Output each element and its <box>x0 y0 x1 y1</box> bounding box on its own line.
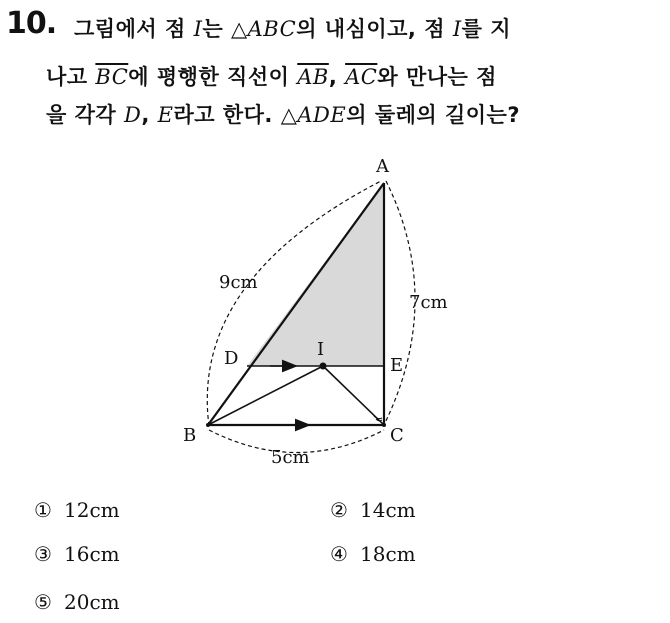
label-e: E <box>390 355 404 376</box>
choice-marker: ③ <box>34 542 52 566</box>
choice-marker: ④ <box>330 542 348 566</box>
point-i <box>320 363 327 370</box>
math-variable: ADE <box>297 103 347 127</box>
label-b: B <box>183 425 197 446</box>
question-text: 그림에서 점 <box>74 17 194 41</box>
choice-3[interactable] <box>34 542 120 566</box>
question-text: , <box>328 65 346 89</box>
segment-symbol: $\overline{AC}$ <box>345 65 378 89</box>
math-variable: D <box>123 103 142 127</box>
math-variable: E <box>157 103 174 127</box>
choice-2[interactable] <box>330 498 416 522</box>
choice-marker: ⑤ <box>34 590 52 614</box>
question-text: 라고 한다. <box>173 103 281 127</box>
triangle-symbol: △ <box>280 103 298 127</box>
question-text: , <box>141 103 158 127</box>
choice-value: 18cm <box>360 542 416 566</box>
label-a: A <box>376 156 389 177</box>
point-b <box>206 423 210 427</box>
math-variable: I <box>452 17 462 41</box>
measure-ac: 7cm <box>409 292 448 313</box>
question-text: 에 평행한 직선이 <box>128 65 298 89</box>
choice-5[interactable] <box>34 590 120 614</box>
question-text: 의 내심이고, 점 <box>296 17 453 41</box>
point-c <box>382 423 386 427</box>
choice-value: 12cm <box>64 498 120 522</box>
measure-ab: 9cm <box>219 272 258 293</box>
choice-1[interactable] <box>34 498 120 522</box>
choice-marker: ② <box>330 498 348 522</box>
segment-symbol: $\overline{AB}$ <box>297 65 329 89</box>
question-text: 의 둘레의 길이는? <box>346 103 521 127</box>
question-text: 을 각각 <box>46 103 124 127</box>
question-text: 나고 <box>46 65 96 89</box>
bisector-bi <box>208 366 323 425</box>
segment-symbol: $\overline{BC}$ <box>95 65 129 89</box>
triangle-symbol: △ <box>230 17 248 41</box>
choice-marker: ① <box>34 498 52 522</box>
math-variable: I <box>193 17 203 41</box>
math-variable: ABC <box>247 17 297 41</box>
measure-bc: 5cm <box>271 447 310 468</box>
choice-value: 16cm <box>64 542 120 566</box>
label-i: I <box>317 339 325 360</box>
question-text: 는 <box>202 17 231 41</box>
label-d: D <box>224 348 239 369</box>
label-c: C <box>390 425 404 446</box>
choice-4[interactable] <box>330 542 416 566</box>
question-text: 를 지 <box>461 17 512 41</box>
choice-value: 14cm <box>360 498 416 522</box>
question-number: 10. <box>6 6 57 41</box>
question-text: 와 만나는 점 <box>377 65 497 89</box>
choice-value: 20cm <box>64 590 120 614</box>
